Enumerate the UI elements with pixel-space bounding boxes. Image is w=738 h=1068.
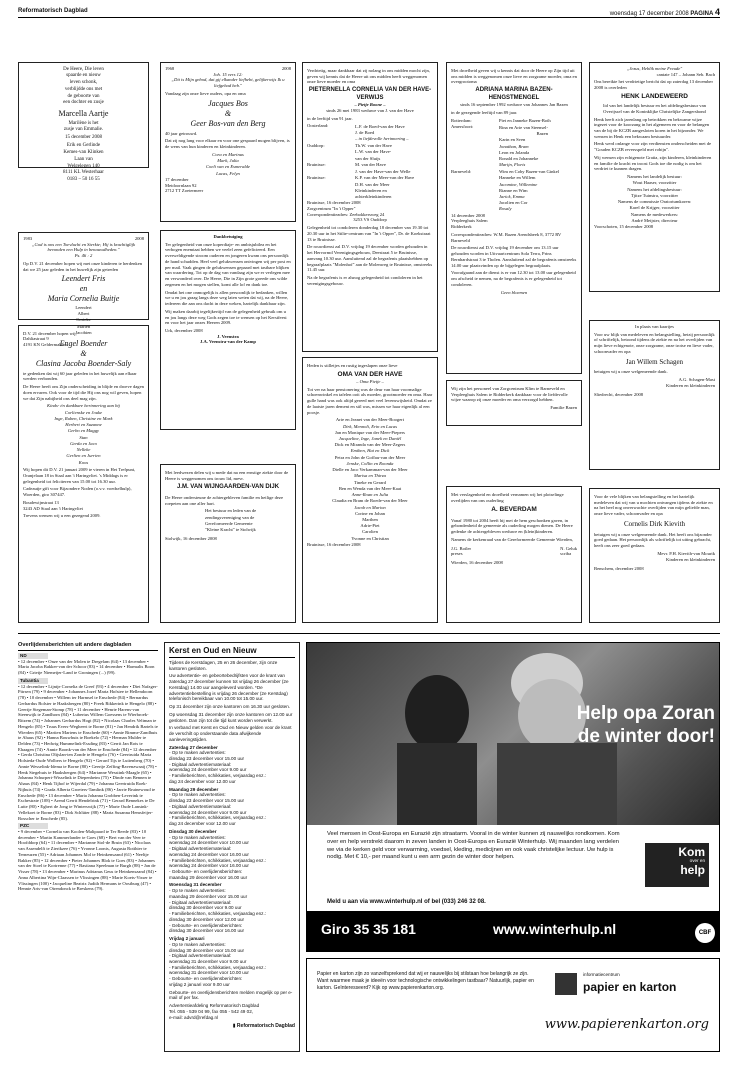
bazen-name: ADRIANA MARINA BAZEN-HENGSTMENGEL — [475, 87, 553, 101]
cbf-badge: CBF — [695, 923, 715, 943]
anniv60-kids: Corlienske en Jouke Inge, Ruben, Christine en Mark Herbert en Suzanne Gerbo en Maggy Stan Gerda en Jaco Nelleke Gerlien en Jurrien Koos — [54, 409, 113, 465]
ad-photo — [307, 643, 719, 825]
birth-intro: De Heere, Die leven spaarde en nieuw leven schonk, verblijdde ons met de geboorte van een dochter en zusje — [63, 66, 104, 106]
page-label: PAGINA — [690, 11, 714, 17]
kievith-name: Cornelis Dirk Kievith — [623, 519, 686, 528]
condolence-signature: Het bestuur en leden van de zendingsvereniging van de Gereformeerde Gemeente "Kleine Kracht" te Stolwijk — [205, 508, 257, 533]
date-text: woensdag 17 december 2008 — [609, 11, 689, 17]
giro-bar — [307, 911, 719, 951]
anniv40-name1: Jacques Bos — [208, 98, 248, 108]
obituary-vanderhave: Verdrietig, maar dankbaar dat zij nolang in ons midden mocht zijn, geven wij kennis dat de Heere uit ons midden heeft weggenomen onze lieve moeder en oma PIETERNELLA CORNELIA VAN DER HAVE-VERWIJS – Pietje Boone – sinds 26 mei 1983 weduwe van J. van der Have in de leeftijd van 91 jaar. Oosterland: L.F. de Boed-van der Have J. de Boed – in liefdevolle herinnering – Ouddorp: Th.W. van der Have L.W. van der Have- van der Sluijs Bruinisse: M. van der Have J. van der Have-van der Welle Bruinisse: K.P. van der Meer-van der Have D.H. van der Meer Kleinkinderen en achterkleinkinderen Bruinisse, 16 december 2008 Zorgcentrum "In 't Opper" Correspondentieadres: Zeebokkersweg 24 3253 VS Ouddorp Gelegenheid tot condoleren donderdag 18 december van 19.30 tot 20.30 uur in het Stilte-centrum van "In 't Opper", Dr. de Koekstraat 13 te Bruinisse. De rouwdienst zal D.V. vrijdag 19 december worden gehouden in het Hervormd Verenigingsgebouw, Deestraat 5 te Bruinisse, aanvang 10.30 uur. Aansluitend zal de begrafenis plaatshebben op begraafplaats "Molenhof" aan de Molenweg te Bruinisse, omstreeks 11.45 uur. Na de begrafenis is er alsnog gelegenheid tot condoleren in het verenigingsgebouw. — [302, 62, 438, 352]
birth-family: Erik en Gerlinde Kemes-van Klinken Laan van Welgelegen 140 8111 KL Westerhaar 0183 – 50 16 55 — [63, 143, 104, 182]
birth-name: Marcella Aartje — [58, 108, 109, 118]
obituary-beverdam: Met verslagenheid en droefheid vernamen wij het plotselinge overlijden van ons ouderling A. BEVERDAM Vanaf 1980 tot 2004 heeft hij met de hem geschonken gaven, in gebondenheid de gemeente als ouderling mogen dienen. De Heere gedenke de achtergebleven weduwe en (klein)kinderen. Namens de kerkenraad van de Gereformeerde Gemeente Wierden, J.G. Boiler preses N. Geluk scriba Wierden, 16 december 2008 — [446, 486, 582, 623]
thanks-ad: Dankbetuiging Ter gelegenheid van onze koperdiaje- en ambtsjubilea en het verbogen enemtaat hebben we veelel zeen gefelicteerd. Een overweldigende stroom ouderen en jongeren kwam ons persoonlijk de hand schudden. Heel veel gelukwensen ontvingen wij per post en per mail. Vaak gingen de gelukwensen gepaard met tastbare blijken van waardering. Tot op de dag van vandaag zijn we er verlegen mee en verwonderd over. De Heere, Die in Zijn grote goeede ons wilde zegenen en het mogen stellen, komt alle lof en dank toe. Omdat het one onmogelijk is allen persoonlijk te bedanken, willen we u en jou graag langs deze weg laten weten dat wij, na de Heere, iedereen die aan ons dacht in deze weken, hartelijk dankbaar zijn. Wij maken daarbij tegelijkertijd van de gelegenheid gebruik om u en jou langs deze weg Gods zegen toe te wensen op het Kerstfeest en voor het jaar onzes Heeren 2009. Urk, december 2008 J. Veenstra J.A. Veenstra-van der Kamp — [160, 230, 296, 430]
papier-url[interactable]: www.papierenkarton.org — [544, 1017, 709, 1032]
papier-logo: informatiecentrum papier en karton — [555, 969, 711, 1003]
giro-number: Giro 35 35 181 — [321, 921, 416, 937]
ad-contact: Meld u aan via www.winterhulp.nl of bel (033) 246 32 08. — [327, 899, 486, 905]
overlijdens-title: Overlijdensberichten uit andere dagbladen — [18, 642, 158, 651]
anniversary-60-ad: D.V. 21 december hopen wij, Engel Boender & Clasina Jacoba Boender-Saly te gedenken dat wij 60 jaar geleden in het huwelijk aan elkaar werden verbonden. De Heere heeft ons Zijn onderscheiding in blijde en droeve dagen doen ervaren. Ook voor de tijd die Hij ons nog wil geven, hopen we dat Zijn nabijheid ons deel mag zijn. Kinds- én dankbare herinnering aan bij Corlienske en Jouke Inge, Ruben, Christine en Mark Herbert en Suzanne Gerbo en Maggy Stan Gerda en Jaco Nelleke Gerlien en Jurrien Koos Wij hopen dit D.V. 21 januari 2009 te vieren in Het Trefpunt, Oranjelaan 18 in Staal aan 't Haringvliet. 's Middags is er gelegenheid tot feliciteren van 15.00 tot 16.30 uur. Cadeautje gift voor Bijzondere Noden (o.v.v. voedselhulp), Woerden, giro 307447. Boudewijnstraat 13 3243 AD Staal aan 't Haringvliet Trevens wensen wij u een gezegend 2009. — [18, 325, 149, 623]
anniversary-verse: „God is ons een Toevlucht en Sterkte; Hij is krachtiglijk bevonden een Hulp in benauwdheden." — [31, 241, 136, 253]
anniv40-family: Cora en Marinus Mark, Julia Coeli van en Esmeralde Lucas, Felyn — [205, 151, 250, 176]
landeweerd-name: HENK LANDEWEERD — [621, 92, 688, 100]
overlijdens-column: Overlijdensberichten uit andere dagbladen ND • 12 december • Onze van der Molen te Dregelam (64) • 13 december • Maria Jacoba Bakker-van der Schoor (83) • 14 december • Harmalis Boon (84) • Grietje Niemeijer-Land te Groningen (...) (99). Tubantia • 12 december • Lijntje Cornelia de Greef (93) • 4 december • Diet Nafzger-Pitrsen (79) • 9 december • Johannes Jozef Maria Hofstee te Hellendoorn (78) • 10 december • Willem ter Harmsel te Enschede (84) • Bernardus Gerhardus Bolster te Haaksbergen (80) • Freek Rikkerink te Hengelo (88) • Geertje Stegeman-Stomp (78) • 11 december • Henrie Harens-van Steenwijk te Zandhorn (84) • Lubertus Willem Goessens te Wierbroek-Ritzem (74) • Johannes Gerhardus Hogt (82) • Nicolaas Charles Veltman te Hengelo (85) • Truus Evers-Wegheert te Borne (81) • Jan Hendrik Bartels te Wierden (65) • Martien Martens te Enschede (60) • Annie Rimme-Zandhuis te Ahaus (92) • Hanna Bouwhuis te Boekelo (72) • Herman Mulder te Delden (73) • Hedwig Hummelink-Essding (83) • Gerrit Jan Rots te Ehaagen (74) • Annie Boonk-van der Meer te Enschede (84) • 12 december • Gerda Christina Olijslan-ten Zonde te Hengelo (76) • Geertruida Maria Holsteda-Oude Wolbers te Hengelo (92) • Gerard Tijs te Luttenberg (70) • Annie Wesselink-Idema te Borne (80) • Geertje Zeffing-Ravenzwaaij (78) • Henk Stegehuis te Haaksbergen (64) • Marianne Wesstink-Maagle (65) • Johanna Schurpert-Wisselink te Diepenheim (75) • Dinde van Bennen te Ahaus (84) • Henk Tijhof te Wijerdal (79) • Johanna Geertruida Roek-Nijhuis (74) • Grada Alberta Groeters-Tamlink (86) • Jarrie Bruinewoud te Enschede (86) • 13 december • Maria Johanna Grobben-Leverink te Eschestrate (108) • Arend Gerrit Hendelrink (71) • Gerard Bennekes te De Lutte (80) • Egbert de Jong te Winterswijk (77) • Marie Oude Lansink-Vellekoet te Borne (83) • Dirk Schlüter (88) • Maria Susanna Hemsfeijer-Bosscher te Enschede (85). PZC • 9 december • Cornelia van Koolen-Malipaard te Ter Reede (83) • 10 december • Martin Kammerlander te Goes (68) • Bert van der Veer te Hoofddorp (64) • 11 december • Marianne Stol-de Bruin (63) • Nicolaas van Assendelft te Zierikzee (76) • Yvonne Loonis, Augusta Rotthier te Terneuzen (55) • Adriaan Johannes Mol te Heinkenszand (61) • Neeltje Bakker (85) • 12 december • Pieter Johannes Blok te Goes (83) • Johannes van der Stoel te Kortrenne (77) • Bastiana Speelman te Burgh (88) • Jan de Visser (78) • 13 december • Marinus Adrianus Geus te Heinkenszand (84) • Anna Albertina Wijn-Claassen te Vlissingen (88) • Marie Koets-Visser te Vlissingen (100) • Jacqueline Beatrix Judith Hermans te Oostburg (47) • Hennie Arts-van Oirendonck te Breskens (79). — [18, 642, 158, 892]
thanks-schagen: In plaats van kaartjes Voor uw blijk van medeleven en belangstelling, hetzij persoonlijk of schriftelijk, betoond tijdens de ziekte en na het overlijden van mijn lieve echtgenote, onze zorgzame, onze trotse en lieve vader, schoonvader en opa Jan Willem Schagen betuigen wij u onze welgemeende dank. A.G. Schagen-Mast Kinderen en kleinkinderen Sliedrecht, december 2008 — [589, 320, 720, 470]
bazen-thanks: Wij zijn het personeel van Zorgcentrum Klim te Barneveld en Verpleeghuis Salem te Ridderkerk dankbaar voor de liefdevolle wijze waarop zij onze moeder en oma verzorgd hebben. Familie Bazen — [446, 380, 582, 426]
section-tubantia: Tubantia — [18, 678, 48, 684]
paper-name: Reformatorisch Dagblad — [18, 8, 88, 14]
winterhulp-url[interactable]: www.winterhulp.nl — [493, 921, 617, 937]
deceased-name: J.M. VAN WIJNGAARDEN-VAN DIJK — [176, 484, 280, 491]
landeweerd-signers: Namens het landelijk bestuur: Wout Haaser, voorzitter Namens het afdelingsbestuur: Tjitze Tuinstra, voorzitter Namens de commissie Oratoriumkoren: Karel de Krijger, voorzitter Namens de medewerkers: André Meijster, directeur — [617, 174, 692, 223]
ad-body: Veel mensen in Oost-Europa en Eurazië zijn straatarm. Vooral in de winter kunnen zij nauwelijks rondkomen. Kom over en help verstrekt daarom in zeven landen in Oost-Europa en Eurazië Winterhulp. Wij maanden lang verdelen we via de kerken geld voor verwarming, voedsel, kleding, medicijnen en ook vaak christelijke lectuur. Uw hulp is nodig. Met € 10,- per maand kunt u een arm gezin de winter door helpen. — [327, 831, 620, 861]
anniversary-children: Leendert Albert Corieke Marien Jacobien — [75, 304, 92, 335]
obituary-oma: Heden is stilletjes en rustig ingeslapen onze lieve OMA VAN DER HAVE – Oma Pietje – Tot ver na haar pensionering was de deur van haar voormalige schoenwinkel en tafelen ooit als moeder, grootmoeder en oma. Haar gulle hand was ook altijd gereed met veel levenswijsheid. Omdat ze de laatste jaren dement en stil was, missen we haar eigenlijk al een poosje. Arie en Jeanet van der Meer-Boogert Dirk, Mennoli, Erin en Lucas Jan en Monique van der Meer-Piepers Jacqueline, Inge, Janek en Daniël Dick en Miranda van der Meer-Zegers Emiben, Hat en Dick Petra en John de Goffau-van der Meer Jenske, Collin en Roonda Dielle en Jaco Verkamman-van der Meer Marisa en Thirza Tineke en Gerard Ben en Wenda van der Meer-Kaat Anne-Roan en Julia Claudia en Bram de Roede-van der Meer Jacob en Marion Corine en Johan Marthen Adrie-Piet Carolien Yvonne en Christian Bruinisse, 16 december 2008 — [302, 357, 438, 623]
rd-logo: ▮ Reformatorisch Dagblad — [232, 1023, 295, 1030]
papier-text: Papier en karton zijn zo vanzelfsprekend dat wij er nauwelijks bij stilstaan hoe belangrijk ze zijn. Want waarmee maak je ideeën voor technologische ontwikkelingen tastbaar? Natuurlijk, papier en karton. Geïnteresseerd? Kijk op www.papierenkarton.org. — [317, 971, 534, 991]
thanks-kievith: Voor de vele blijken van belangstelling en het hartelijk medeleven dat wij van u mochten ontvangen tijdens de ziekte en na het heel nog onverwachte overlijden van mijn geliefde man, onze lieve vader, schoonvader en opa Cornelis Dirk Kievith betuigen wij u onze welgemeende dank. Het heeft ons bijzonder goed gedaan. Het persoonlijk als schriftelijk tot uiting gebracht, heeft ons zeer goed gedaan. Mevr. P.H. Kievith-van Mourik Kinderen en kleinkinderen Benschem, december 2008 — [589, 488, 720, 623]
kerst-schedule: Zaterdag 27 december - Op te maken advertenties: dinsdag 23 december voor 15.00 uur - Digitaal advertentiemateriaal: woensdag 24 december voor 9.00 uur - Familieberichten, schikkaties, verjaardag enz.: dag 24 december voor 12.00 uur Maandag 29 december - Op te maken advertenties: dinsdag 23 december voor 15.00 uur - Digitaal advertentiemateriaal: woensdag 24 december voor 9.00 uur - Familieberichten, schikkaties, verjaardag enz.: dag 24 december voor 12.00 uur Dinsdag 30 december - Op te maken advertenties: woensdag 24 december voor 10.00 uur - Digitaal advertentiemateriaal: woensdag 24 december voor 16.00 uur - Familieberichten, schikkaties, verjaardag enz.: woensdag 24 december voor 16.00 uur - Gebourte- en overlijdensberichten: maandag 29 december voor 16.00 uur Woensdag 31 december - Op te maken advertenties: maandag 29 december voor 15.00 uur - Digitaal advertentiemateriaal: dinsdag 30 december voor 9.00 uur - Familieberichten, schikkaties, verjaardag enz.: dinsdag 30 december voor 12.00 uur - Gebourte- en overlijdensberichten: dinsdag 30 december voor 16.00 uur Vrijdag 2 januari - Op te maken advertenties: dinsdag 30 december voor 15.00 uur - Digitaal advertentiemateriaal: woensdag 31 december voor 9.00 uur - Familieberichten, schikkaties, verjaardag enz.: woensdag 31 december voor 10.00 uur - Gebourte- en overlijdensberichten: vrijdag 2 januari voor 9.00 uur — [169, 744, 267, 987]
ad-headline — [455, 703, 715, 749]
obituary-bazen: Met droefheid geven wij u kennis dat door de Heere op Zijn tijd uit ons midden is weggenomen onze lieve en zorgzame moeder, oma en overgrootoma ADRIANA MARINA BAZEN-HENGSTMENGEL sinds 16 september 1992 weduwe van Johannes Jan Bazen in de gezegende leeftijd van 89 jaar. Rotterdam: Piet en Janneke Bazen-Both Amersfoort: Rina en Arie van Steensel- Bazen Karin en Sven Jonathan, Bram Leon en Jolanda Ronald en Johanneke Marijn, Floris Barneveld: Wim en Coby Bazen-van Ginkel Hanneke en Willem Jacomine, Willemine Rianne en Wim Jarick, Emma Jacolien en Cor Rosaly 14 december 2008 Verpleeghuis Salem Ridderkerk Correspondentieadres: W.M. Bazen Arendsbeek 8, 3772 RV Barneveld De rouwdienst zal D.V. vrijdag 19 december om 13.15 uur gehouden worden in Uitvaartcentrum Sola Terra, Prins Bernhardstraat 3 te Tholen. Aansluitend zal de begrafenis omstreeks 14.00 uur plaatsvinden op de bijgelegen begraafplaats. Voorafgaand aan de dienst is er van 12.30 tot 13.00 uur gelegenheid om afscheid te nemen, na de begrafenis is er gelegenheid tot condoleren. Geen bloemen — [446, 62, 582, 374]
obituary-landeweerd: „Jezus, Heblik meine Freude" cantate 147 – Johann Seb. Bach Ons bereikte het verdrietige bericht dat op zaterdag 13 december 2008 is overleden HENK LANDEWEERD lid van het landelijk bestuur en het afdelingsbestuur van Overijssel van de Koninklijke Christelijke Zangersbond Henk heeft zich jarenlang op betrokken en bekwame wijze ingezet voor de koorzang in het algemeen en voor de belangen van de bij de KCZB aangesloten koren in het bijzonder. We wensen in Henk een bekwaam bestuurder. Henk werd onlange voor zijn verdiensten onderscheiden met de "Gouden KCZB reversspeld met robijn". Wij wensen zijn echtgenote Gratia, zijn kinderen, kleinkinderen en familie de kracht en troost Gods toe die nodig is om het verdriet te kunnen dragen. Namens het landelijk bestuur: Wout Haaser, voorzitter Namens het afdelingsbestuur: Tjitze Tuinstra, voorzitter Namens de commissie Oratoriumkoren: Karel de Krijger, voorzitter Namens de medewerkers: André Meijster, directeur Voorschoten, 15 december 2008 — [589, 62, 720, 292]
beverdam-name: A. BEVERDAM — [491, 506, 537, 514]
schagen-name: Jan Willem Schagen — [625, 357, 684, 366]
kerst-notice: Kerst en Oud en Nieuw Tijdens de Kerstdagen, 25 en 26 december, zijn onze kantoren gesloten. Uw advertentie- en gebeortebedrijfsten voor de krant van zaterdag 27 december kunnen tot vrijdag 26 december (2e Kerstdag) 14.00 uur aangeleverd worden. *De advertentiebestelling is vrijdag 26 december (2e Kerstdag) telefonisch bereikbaar van 10.00 tot 15.00 uur. Op 31 december zijn onze kantoren om 16.30 uur gesloten. Op woensdag 31 december zijn onze kantoren om 12.00 uur gesloten. Dan zijn tot die tijd kunt worden verwerkt. In verband met Kerst en Oud en Nieuw gelden voor de krant de verschilt op onderstaande data afwijkende aanleveringstijden. Zaterdag 27 december - Op te maken advertenties: dinsdag 23 december voor 15.00 uur - Digitaal advertentiemateriaal: woensdag 24 december voor 9.00 uur - Familieberichten, schikkaties, verjaardag enz.: dag 24 december voor 12.00 uur Maandag 29 december - Op te maken advertenties: dinsdag 23 december voor 15.00 uur - Digitaal advertentiemateriaal: woensdag 24 december voor 9.00 uur - Familieberichten, schikkaties, verjaardag enz.: dag 24 december voor 12.00 uur Dinsdag 30 december - Op te maken advertenties: woensdag 24 december voor 10.00 uur - Digitaal advertentiemateriaal: woensdag 24 december voor 16.00 uur - Familieberichten, schikkaties, verjaardag enz.: woensdag 24 december voor 16.00 uur - Gebourte- en overlijdensberichten: maandag 29 december voor 16.00 uur Woensdag 31 december - Op te maken advertenties: maandag 29 december voor 15.00 uur - Digitaal advertentiemateriaal: dinsdag 30 december voor 9.00 uur - Familieberichten, schikkaties, verjaardag enz.: dinsdag 30 december voor 12.00 uur - Gebourte- en overlijdensberichten: dinsdag 30 december voor 16.00 uur Vrijdag 2 januari - Op te maken advertenties: dinsdag 30 december voor 15.00 uur - Digitaal advertentiemateriaal: woensdag 31 december voor 9.00 uur - Familieberichten, schikkaties, verjaardag enz.: woensdag 31 december voor 10.00 uur - Gebourte- en overlijdensberichten: vrijdag 2 januari voor 9.00 uur Gebourte- en overlijdensberichten melden mogelijk op per e-mail of per fax. Advertentieafdeling Reformatorisch Dagblad Tel. 055 - 539 04 99, fax 055 - 542 49 02, e-mail: advrd@refdag.nl ▮ Reformatorisch Dagblad — [164, 642, 300, 1052]
headline-line2: de winter door! — [577, 725, 715, 747]
papier-logo-mark — [555, 973, 577, 995]
komoverenhelp-logo: Kom over en help — [645, 843, 709, 887]
condolence-ad: Met leedwezen delen wij u mede dat na een ernstige ziekte door de Heere is weggenomen ons trouw lid, mevr. J.M. VAN WIJNGAARDEN-VAN DIJK De Heere ondersteune de achtergebleven familie en heilige deze roepeten aan one aller hart. Het bestuur en leden van de zendingsvereniging van de Gereformeerde Gemeente "Kleine Kracht" te Stolwijk Stolwijk, 16 december 2008 — [160, 464, 296, 623]
birth-announcement: De Heere, Die leven spaarde en nieuw leven schonk, verblijdde ons met de geboorte van een dochter en zusje Marcella Aartje Marilène is het zusje van Emmalie. 15 december 2008 Erik en Gerlinde Kemes-van Klinken Laan van Welgelegen 140 8111 KL Westerhaar 0183 – 50 16 55 — [18, 62, 149, 168]
obit-family: Oosterland: L.F. de Boed-van der Have J. de Boed – in liefdevolle herinnering – Ouddorp: Th.W. van der Have L.W. van der Have- van der Sluijs Bruinisse: M. van der Have J. van der Have-van der Welle Bruinisse: K.P. van der Meer-van der Have D.H. van der Meer Kleinkinderen en achterkleinkinderen — [307, 123, 415, 199]
oma-family: Arie en Jeanet van der Meer-Boogert Dirk, Mennoli, Erin en Lucas Jan en Monique van der Meer-Piepers Jacqueline, Inge, Janek en Daniël Dick en Miranda van der Meer-Zegers Emiben, Hat en Dick Petra en John de Goffau-van der Meer Jenske, Collin en Roonda Dielle en Jaco Verkamman-van der Meer Marisa en Thirza Tineke en Gerard Ben en Wenda van der Meer-Kaat Anne-Roan en Julia Claudia en Bram de Roede-van der Meer Jacob en Marion Corine en Johan Marthen Adrie-Piet Carolien Yvonne en Christian — [332, 417, 408, 541]
section-rule — [18, 633, 720, 634]
anniv60-name1: Engel Boender — [59, 338, 108, 348]
papier-logo-text: papier en karton — [583, 980, 677, 994]
page-number: 4 — [714, 7, 720, 17]
bride-name: Maria Cornelia Buitje — [47, 294, 120, 304]
anniversary-25-ad: 1983 2008 „God is ons een Toevlucht en Sterkte; Hij is krachtiglijk bevonden een Hulp in benauwdheden." Ps. 46 : 2 Op D.V. 21 december hopen wij met onze kinderen te herdenken dat we 25 jaar geleden in het huwelijk zijn getreden Leendert Fris en Maria Cornelia Buitje Leendert Albert Corieke Marien Jacobien Dahliastraat 9 4191 KN Geldermalsen — [18, 232, 149, 320]
oma-name: OMA VAN DER HAVE — [337, 370, 403, 378]
papier-karton-ad — [306, 958, 720, 1052]
header-rule — [18, 17, 720, 18]
section-nd: ND — [18, 653, 48, 659]
anniv40-verse: „Dit is Mijn gebod, dat gij elkander liefhebt, gelijkerwijs Ik u liefgehad heb." — [171, 77, 285, 89]
anniversary-40-ad: 1968 2008 Joh. 15 vers 12: „Dit is Mijn gebod, dat gij elkander liefhebt, gelijkerwijs Ik u liefgehad heb." Vandaag zijn onze lieve ouders, opa en oma Jacques Bos & Geer Bos-van den Berg 40 jaar getrouwd. Dat zij nog lang voor elkaar en voor one gespaard mogen blijven, is de wens van hun kinderen en kleinkinderen. Cora en Marinus Mark, Julia Coeli van en Esmeralde Lucas, Felyn 17 december Meidoornlaan 92 2712 TT Zoetermeer — [160, 62, 296, 222]
schagen-title: In plaats van kaartjes — [635, 324, 674, 329]
thanks-title: Dankbetuiging — [213, 234, 243, 239]
obit-name: PIETERNELLA CORNELIA VAN DER HAVE-VERWIJS — [308, 87, 432, 101]
winterhulp-ad — [306, 642, 720, 952]
kerst-title: Kerst en Oud en Nieuw — [169, 646, 295, 658]
section-pzc: PZC — [18, 823, 48, 829]
headline-line1: Help opa Zoran — [576, 703, 715, 724]
anniv60-name2: Clasina Jacoba Boender-Saly — [35, 358, 132, 368]
anniv40-name2: Geer Bos-van den Berg — [190, 118, 266, 128]
groom-name: Leendert Fris — [61, 274, 106, 284]
bazen-family: Rotterdam: Piet en Janneke Bazen-Both Amersfoort: Rina en Arie van Steensel- Bazen Karin en Sven Jonathan, Bram Leon en Jolanda Ronald en Johanneke Marijn, Floris Barneveld: Wim en Coby Bazen-van Ginkel Hanneke en Willem Jacomine, Willemine Rianne en Wim Jarick, Emma Jacolien en Cor Rosaly — [451, 117, 560, 212]
